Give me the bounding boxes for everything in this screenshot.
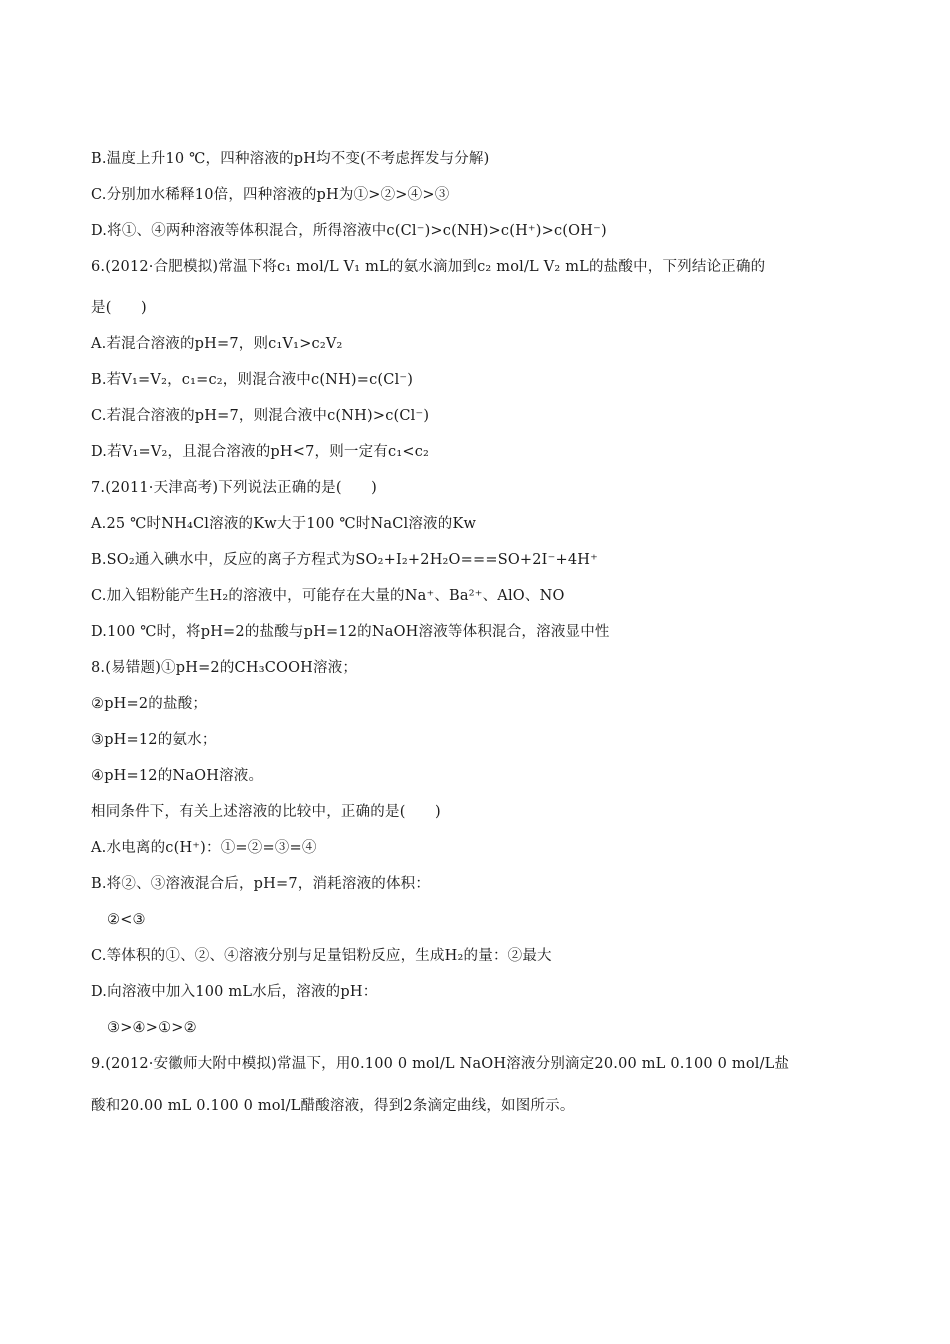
question-8-item-3: ③pH=12的氨水； [91,732,217,748]
option-8a: A.水电离的c(H⁺)：①=②=③=④ [91,840,317,856]
question-8-item-4: ④pH=12的NaOH溶液。 [91,768,264,784]
option-8b: B.将②、③溶液混合后，pH=7，消耗溶液的体积： [91,876,431,892]
question-8-stem: 相同条件下，有关上述溶液的比较中，正确的是( ) [91,804,441,820]
option-6d: D.若V₁=V₂，且混合溶液的pH<7，则一定有c₁<c₂ [91,444,430,460]
option-8b-cont: ②<③ [107,912,146,928]
option-6b: B.若V₁=V₂，c₁=c₂，则混合液中c(NH)=c(Cl⁻) [91,372,414,388]
option-7a: A.25 ℃时NH₄Cl溶液的Kw大于100 ℃时NaCl溶液的Kw [91,516,477,532]
question-8-item-1: 8.(易错题)①pH=2的CH₃COOH溶液； [91,660,358,676]
question-9-stem-cont: 酸和20.00 mL 0.100 0 mol/L醋酸溶液，得到2条滴定曲线，如图所示。 [91,1098,575,1114]
option-7c: C.加入铝粉能产生H₂的溶液中，可能存在大量的Na⁺、Ba²⁺、AlO、NO [91,588,565,604]
option-5c: C.分别加水稀释10倍，四种溶液的pH为①>②>④>③ [91,187,450,203]
option-6c: C.若混合溶液的pH=7，则混合液中c(NH)>c(Cl⁻) [91,408,430,424]
option-6a: A.若混合溶液的pH=7，则c₁V₁>c₂V₂ [91,336,343,352]
option-7d: D.100 ℃时，将pH=2的盐酸与pH=12的NaOH溶液等体积混合，溶液显中性 [91,624,610,640]
option-5d: D.将①、④两种溶液等体积混合，所得溶液中c(Cl⁻)>c(NH)>c(H⁺)>c(OH⁻) [91,223,607,239]
option-7b: B.SO₂通入碘水中，反应的离子方程式为SO₂+I₂+2H₂O===SO+2I⁻+4H⁺ [91,552,598,568]
option-8d-cont: ③>④>①>② [107,1020,197,1036]
option-8c: C.等体积的①、②、④溶液分别与足量铝粉反应，生成H₂的量：②最大 [91,948,552,964]
question-7-stem: 7.(2011·天津高考)下列说法正确的是( ) [91,480,377,496]
question-8-item-2: ②pH=2的盐酸； [91,696,208,712]
option-8d: D.向溶液中加入100 mL水后，溶液的pH： [91,984,378,1000]
question-6-stem-cont: 是( ) [91,300,147,316]
option-5b: B.温度上升10 ℃，四种溶液的pH均不变(不考虑挥发与分解) [91,151,490,167]
question-6-stem: 6.(2012·合肥模拟)常温下将c₁ mol/L V₁ mL的氨水滴加到c₂ mol/L V₂ mL的盐酸中，下列结论正确的 [91,259,766,275]
question-9-stem: 9.(2012·安徽师大附中模拟)常温下，用0.100 0 mol/L NaOH溶液分别滴定20.00 mL 0.100 0 mol/L盐 [91,1056,790,1072]
